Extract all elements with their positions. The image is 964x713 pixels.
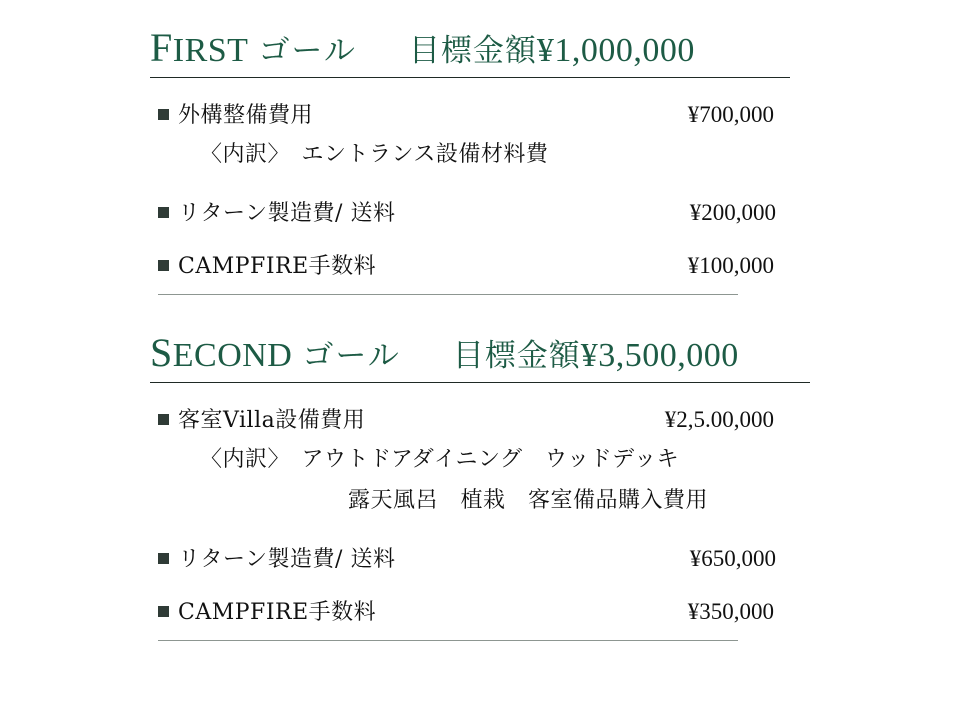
- list-item-amount: ¥200,000: [689, 200, 776, 225]
- square-bullet-icon: [158, 207, 169, 218]
- list-item: [158, 98, 844, 129]
- list-item-amount: ¥350,000: [687, 599, 774, 624]
- list-item-note: 〈内訳〉 アウトドアダイニング ウッドデッキ: [200, 447, 680, 472]
- square-bullet-icon: [158, 553, 169, 564]
- first-goal-goal-text: 目標金額: [408, 33, 537, 69]
- first-goal-amount: ¥1,000,000: [536, 32, 695, 69]
- second-goal-amount: ¥3,500,000: [580, 337, 739, 374]
- first-goal-initial: F: [150, 25, 173, 70]
- list-item: [158, 542, 844, 573]
- second-goal-label: [150, 329, 292, 376]
- list-item-amount: ¥2,5.00,000: [664, 407, 774, 432]
- list-item-note: 〈内訳〉 エントランス設備材料費: [200, 142, 549, 167]
- list-item-label: 客室Villa設備費用: [178, 408, 366, 433]
- spacer: [158, 168, 844, 196]
- second-goal-heading: [150, 329, 844, 376]
- list-item: [158, 249, 844, 280]
- list-item-amount: ¥100,000: [687, 253, 774, 278]
- spacer: [158, 231, 844, 249]
- first-goal-label-jp: ゴール: [258, 33, 357, 69]
- second-goal-bottom-divider: [158, 640, 738, 641]
- second-goal-label-rest: ECOND: [172, 337, 293, 374]
- list-item: [158, 196, 844, 227]
- list-item-label: 外構整備費用: [178, 103, 314, 128]
- section-second-goal: [150, 329, 844, 383]
- spacer: [158, 577, 844, 595]
- list-item: [158, 595, 844, 626]
- list-item-label: CAMPFIRE手数料: [178, 254, 377, 279]
- square-bullet-icon: [158, 606, 169, 617]
- list-item-amount: ¥700,000: [687, 102, 774, 127]
- second-goal-divider: [150, 382, 810, 383]
- list-item: [158, 403, 844, 434]
- second-goal-initial: S: [150, 330, 173, 375]
- square-bullet-icon: [158, 260, 169, 271]
- second-goal-items: [150, 403, 844, 641]
- second-goal-goal-text: 目標金額: [452, 338, 581, 374]
- first-goal-label: [150, 24, 248, 71]
- list-item-label: リターン製造費/ 送料: [178, 201, 396, 226]
- spacer: [158, 514, 844, 542]
- first-goal-label-rest: IRST: [172, 32, 249, 69]
- square-bullet-icon: [158, 109, 169, 120]
- first-goal-heading: [150, 24, 844, 71]
- first-goal-divider: [150, 77, 790, 78]
- square-bullet-icon: [158, 414, 169, 425]
- first-goal-items: [150, 98, 844, 295]
- list-item-label: CAMPFIRE手数料: [178, 600, 377, 625]
- second-goal-label-jp: ゴール: [302, 338, 401, 374]
- list-item-note-2: 露天風呂 植栽 客室備品購入費用: [348, 488, 709, 513]
- spacer: [150, 295, 844, 329]
- list-item-label: リターン製造費/ 送料: [178, 547, 396, 572]
- list-item-amount: ¥650,000: [689, 546, 776, 571]
- section-first-goal: [150, 24, 844, 78]
